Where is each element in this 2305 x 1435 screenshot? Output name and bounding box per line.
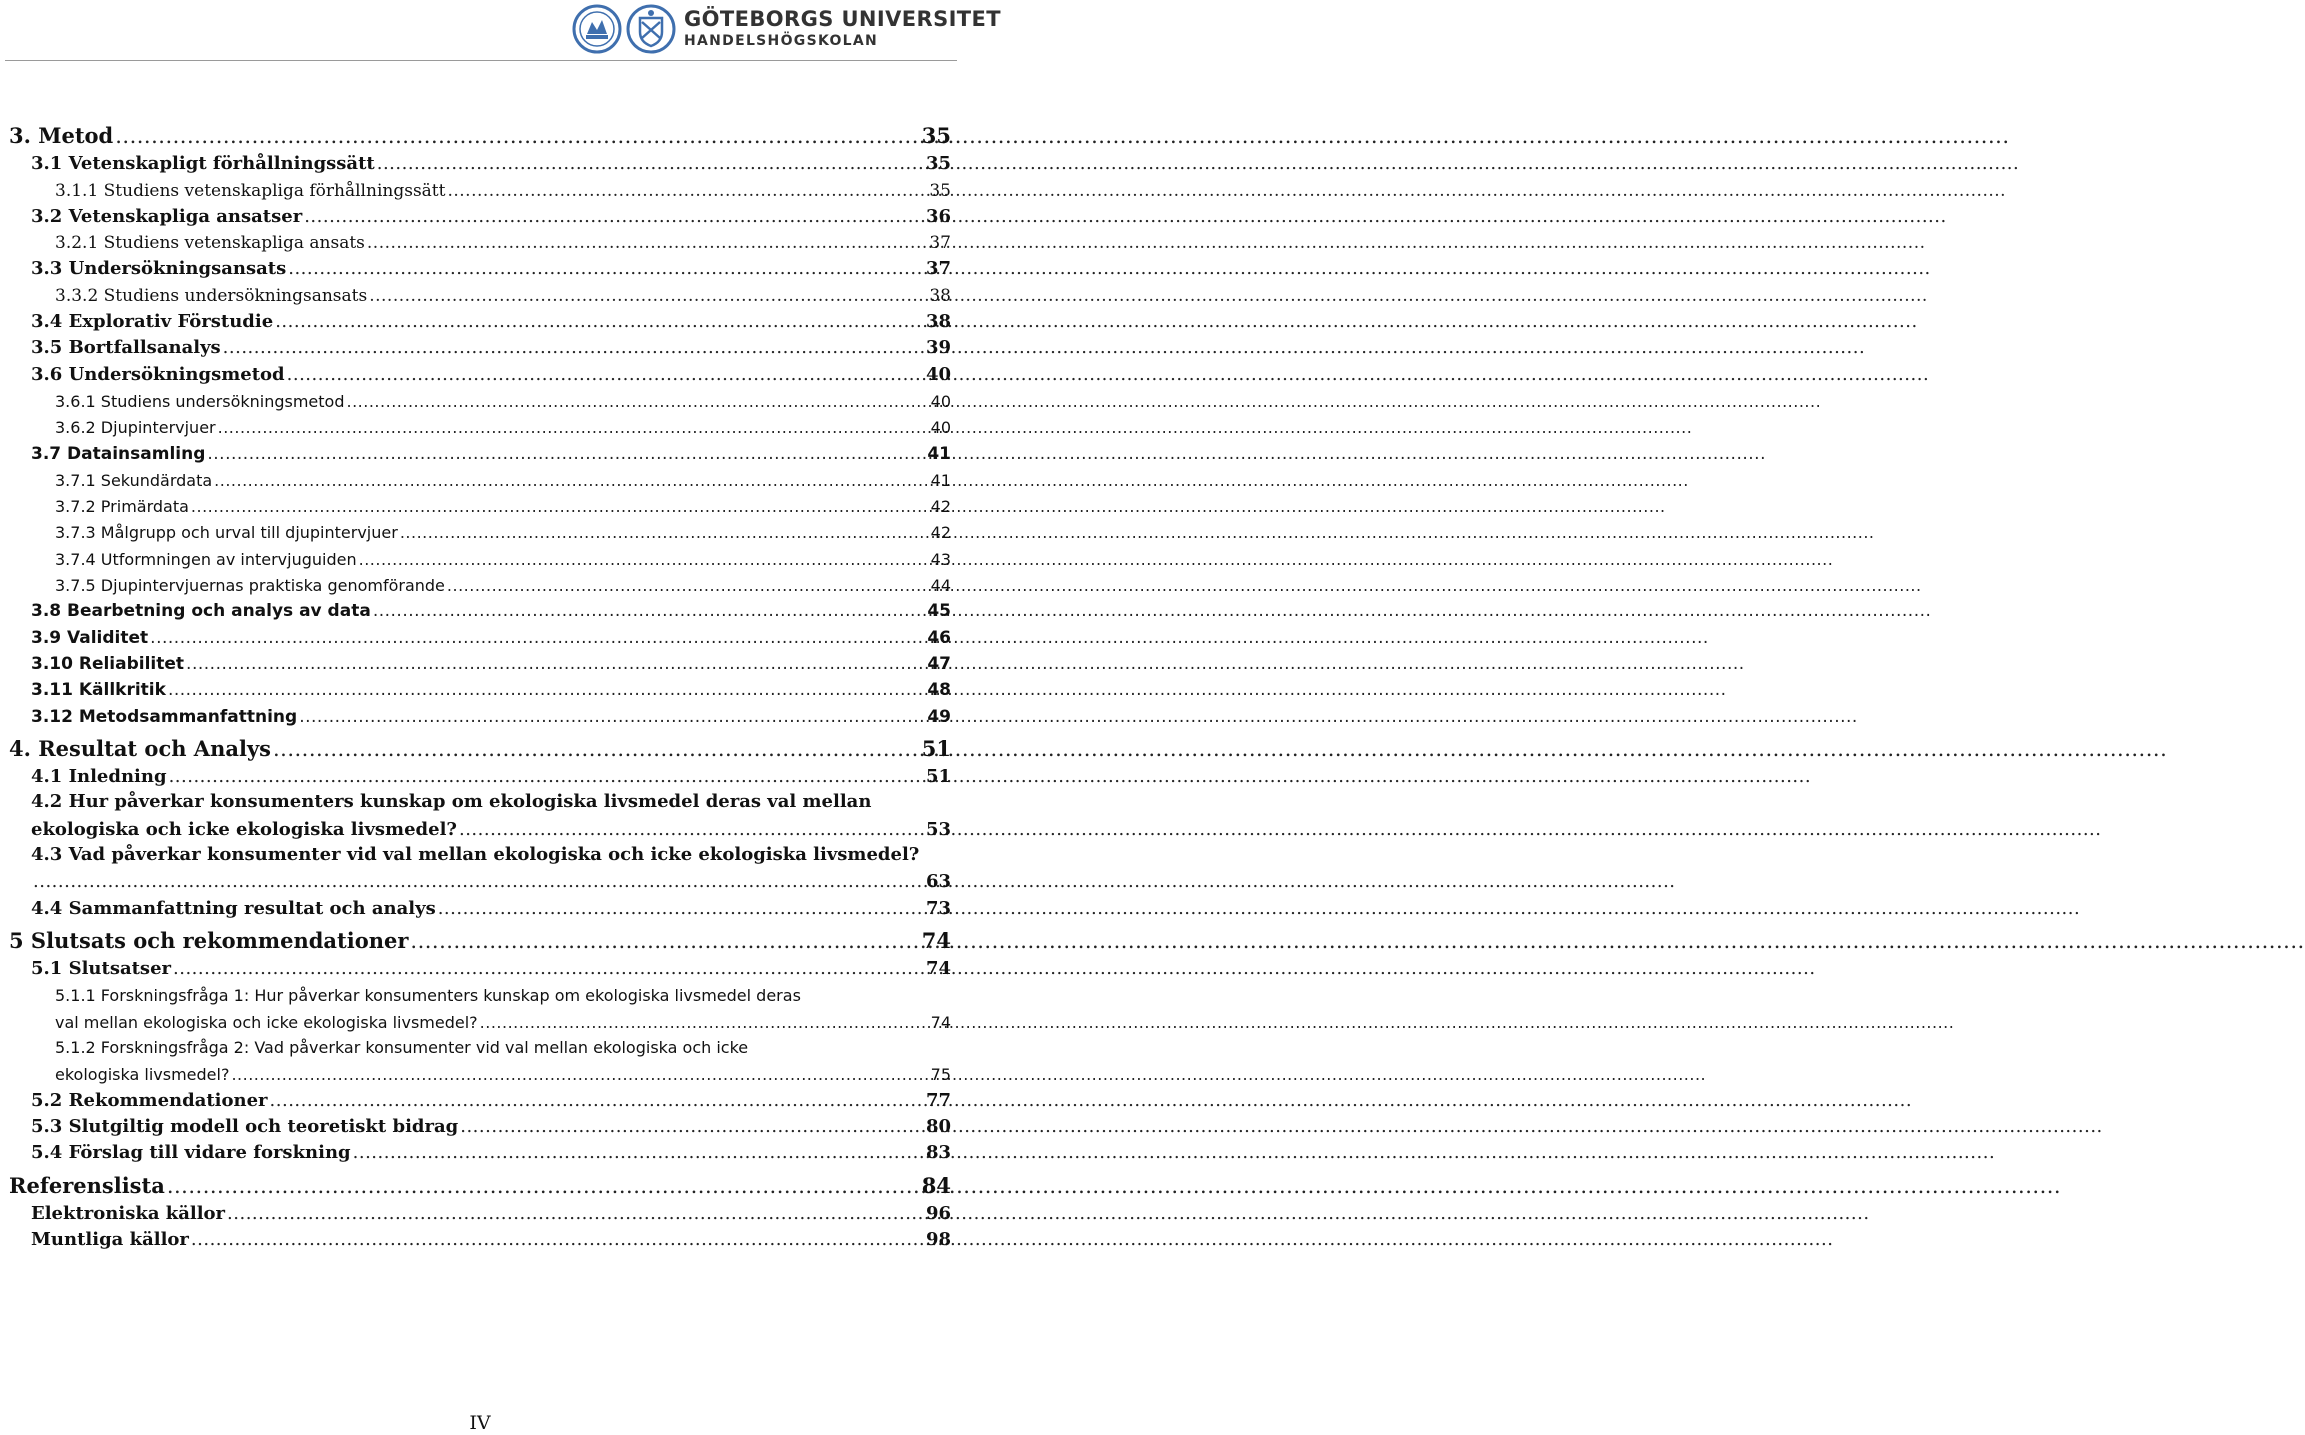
toc-entry-page: 47 — [927, 653, 951, 674]
toc-entry-label: 3.7.5 Djupintervjuernas praktiska genomförande — [55, 576, 445, 596]
toc-entry-page: 96 — [925, 1202, 951, 1224]
toc-entry[interactable] — [0, 676, 960, 702]
toc-leader — [410, 929, 919, 953]
toc-entry-label: 3.2 Vetenskapliga ansatser — [31, 205, 303, 227]
toc-leader — [459, 819, 924, 840]
toc-entry[interactable] — [0, 1113, 960, 1139]
toc-entry-label-line1: 5.1.2 Forskningsfråga 2: Vad påverkar konsumenter vid val mellan ekologiska och icke — [55, 1038, 749, 1058]
toc-entry-label: 3.1.1 Studiens vetenskapliga förhållningssätt — [55, 180, 446, 201]
school-name: HANDELSHÖGSKOLAN — [684, 33, 879, 49]
toc-entry-label: 5.4 Förslag till vidare forskning — [31, 1142, 351, 1164]
toc-leader — [288, 258, 924, 279]
toc-entry-label: Elektroniska källor — [31, 1202, 226, 1224]
toc-entry[interactable] — [0, 176, 960, 202]
toc-entry[interactable] — [0, 492, 960, 518]
toc-entry[interactable] — [0, 281, 960, 307]
toc-entry[interactable] — [0, 868, 960, 894]
toc-leader — [33, 871, 924, 892]
toc-entry[interactable] — [0, 1086, 960, 1112]
toc-entry-label-line1: 4.2 Hur påverkar konsumenters kunskap om ekologiska livsmedel deras val mellan — [31, 791, 872, 813]
toc-entry-page: 41 — [927, 443, 951, 464]
toc-entry-label: 3. Metod — [9, 123, 114, 148]
toc-entry-page: 73 — [925, 897, 951, 919]
toc-entry-page: 38 — [929, 285, 951, 306]
toc-entry[interactable] — [0, 763, 960, 789]
toc-leader — [373, 601, 926, 621]
toc-entry[interactable] — [0, 122, 960, 150]
toc-entry-page: 75 — [930, 1065, 951, 1085]
toc-entry[interactable] — [0, 308, 960, 334]
toc-entry-label: 5 Slutsats och rekommendationer — [9, 927, 409, 953]
toc-entry-page: 42 — [930, 497, 951, 517]
toc-entry-page: 43 — [930, 549, 951, 569]
toc-leader — [347, 392, 929, 411]
toc-leader — [173, 958, 924, 979]
toc-entry-label: 3.10 Reliabilitet — [31, 653, 185, 674]
toc-entry[interactable] — [0, 1060, 960, 1086]
toc-entry[interactable] — [0, 1173, 960, 1199]
toc-entry-page: 38 — [925, 311, 951, 333]
toc-entry[interactable] — [0, 203, 960, 229]
table-of-contents — [0, 122, 960, 1252]
toc-entry[interactable] — [0, 597, 960, 623]
page-number: IV — [469, 1412, 491, 1434]
toc-leader — [359, 550, 929, 569]
page-header — [0, 0, 1002, 60]
toc-entry-page: 39 — [925, 337, 951, 359]
toc-entry-page: 83 — [925, 1142, 951, 1164]
toc-entry[interactable] — [0, 623, 960, 649]
toc-leader — [270, 1090, 924, 1111]
toc-entry-page: 45 — [927, 601, 951, 622]
toc-entry-wrap-line[interactable] — [0, 842, 960, 868]
toc-entry[interactable] — [0, 544, 960, 570]
school-crest-icon — [626, 4, 676, 54]
toc-entry-page: 53 — [925, 818, 951, 840]
toc-entry-label: 3.11 Källkritik — [31, 680, 166, 701]
toc-entry-page: 46 — [927, 627, 951, 648]
toc-leader — [438, 898, 924, 919]
toc-entry-page: 37 — [925, 258, 951, 280]
toc-entry-label: 4.4 Sammanfattning resultat och analys — [31, 897, 436, 919]
toc-entry-label: Referenslista — [9, 1172, 165, 1198]
toc-leader — [186, 654, 925, 674]
toc-entry-label: 4.1 Inledning — [31, 766, 167, 788]
toc-entry-label: 3.6 Undersökningsmetod — [31, 363, 285, 385]
toc-entry-page: 74 — [925, 958, 951, 980]
toc-leader — [168, 680, 925, 700]
toc-leader — [353, 1142, 924, 1163]
toc-entry-label: 3.2.1 Studiens vetenskapliga ansats — [55, 233, 365, 254]
toc-entry-label: 3.7.4 Utformningen av intervjuguiden — [55, 549, 357, 569]
toc-entry-label-line1: 5.1.1 Forskningsfråga 1: Hur påverkar konsumenters kunskap om ekologiska livsmedel deras — [55, 985, 801, 1005]
toc-leader — [273, 737, 920, 761]
toc-entry-page: 48 — [927, 680, 951, 701]
toc-entry[interactable] — [0, 929, 960, 955]
toc-entry-page: 40 — [930, 391, 951, 411]
university-seal-icon — [572, 4, 622, 54]
toc-entry-label: 3.7.2 Primärdata — [55, 497, 189, 517]
toc-leader — [377, 153, 924, 174]
toc-leader — [299, 707, 925, 727]
toc-entry-label: 3.6.2 Djupintervjuer — [55, 418, 216, 438]
toc-entry-label: Muntliga källor — [31, 1229, 189, 1251]
toc-entry[interactable] — [0, 1139, 960, 1165]
toc-leader — [400, 523, 929, 542]
toc-entry-page: 49 — [927, 706, 951, 727]
toc-entry-page: 98 — [925, 1229, 951, 1251]
toc-entry-page: 42 — [930, 523, 951, 543]
toc-leader — [115, 124, 920, 148]
toc-entry[interactable] — [0, 334, 960, 360]
toc-leader — [227, 1203, 924, 1224]
toc-entry-label: 3.12 Metodsammanfattning — [31, 706, 298, 727]
toc-entry[interactable] — [0, 1226, 960, 1252]
toc-leader — [231, 1065, 928, 1084]
toc-entry[interactable] — [0, 360, 960, 386]
toc-entry-page: 51 — [925, 766, 951, 788]
toc-entry-label: 4. Resultat och Analys — [9, 735, 271, 761]
toc-entry-wrap-line[interactable] — [0, 981, 960, 1007]
toc-entry-page: 74 — [921, 927, 951, 953]
toc-entry-page: 37 — [929, 233, 951, 254]
toc-entry[interactable] — [0, 229, 960, 255]
toc-entry-page: 35 — [921, 123, 951, 148]
toc-entry[interactable] — [0, 1200, 960, 1226]
toc-leader — [287, 364, 924, 385]
toc-entry[interactable] — [0, 894, 960, 920]
toc-entry-label: val mellan ekologiska och icke ekologiska livsmedel? — [55, 1012, 478, 1032]
toc-leader — [367, 233, 927, 253]
toc-leader — [223, 337, 924, 358]
toc-entry-page: 74 — [930, 1012, 951, 1032]
toc-entry-page: 80 — [925, 1115, 951, 1137]
toc-leader — [214, 471, 928, 490]
toc-leader — [169, 766, 924, 787]
toc-leader — [207, 444, 925, 464]
toc-entry[interactable] — [0, 571, 960, 597]
toc-leader — [447, 181, 927, 201]
toc-entry-page: 51 — [921, 735, 951, 761]
toc-entry-label: 3.3 Undersökningsansats — [31, 258, 287, 280]
toc-entry-page: 77 — [925, 1089, 951, 1111]
toc-leader — [480, 1013, 929, 1032]
toc-leader — [460, 1116, 924, 1137]
toc-entry[interactable] — [0, 702, 960, 728]
toc-entry-label: 3.7 Datainsamling — [31, 443, 206, 464]
toc-entry-label: ekologiska livsmedel? — [55, 1065, 230, 1085]
toc-entry[interactable] — [0, 955, 960, 981]
toc-entry-label: 3.6.1 Studiens undersökningsmetod — [55, 391, 345, 411]
toc-entry-label: 5.1 Slutsatser — [31, 958, 172, 980]
toc-entry[interactable] — [0, 1008, 960, 1034]
toc-leader — [191, 1229, 924, 1250]
toc-entry-label: 5.3 Slutgiltig modell och teoretiskt bidrag — [31, 1115, 459, 1137]
header-divider — [5, 60, 957, 61]
toc-entry-label: 5.2 Rekommendationer — [31, 1089, 268, 1111]
toc-entry-label: 3.4 Explorativ Förstudie — [31, 311, 274, 333]
toc-entry[interactable] — [0, 466, 960, 492]
toc-entry-page: 41 — [930, 470, 951, 490]
toc-entry-page: 36 — [925, 205, 951, 227]
toc-leader — [191, 497, 929, 516]
toc-entry[interactable] — [0, 150, 960, 176]
toc-leader — [304, 206, 924, 227]
toc-entry-page: 35 — [925, 153, 951, 175]
toc-entry[interactable] — [0, 518, 960, 544]
toc-entry[interactable] — [0, 737, 960, 763]
toc-entry-page: 63 — [925, 871, 951, 893]
toc-entry-label-line1: 4.3 Vad påverkar konsumenter vid val mellan ekologiska och icke ekologiska livsmedel? — [31, 844, 920, 866]
toc-entry-label: 3.7.3 Målgrupp och urval till djupintervjuer — [55, 523, 398, 543]
toc-entry-label: ekologiska och icke ekologiska livsmedel? — [31, 818, 457, 840]
toc-entry-page: 40 — [925, 363, 951, 385]
toc-entry-page: 84 — [921, 1172, 951, 1198]
toc-entry-wrap-line[interactable] — [0, 789, 960, 815]
toc-entry-wrap-line[interactable] — [0, 1034, 960, 1060]
toc-entry-page: 44 — [930, 576, 951, 596]
toc-entry[interactable] — [0, 413, 960, 439]
toc-entry[interactable] — [0, 439, 960, 465]
toc-entry-label: 3.9 Validitet — [31, 627, 149, 648]
toc-leader — [275, 311, 924, 332]
toc-entry-label: 3.3.2 Studiens undersökningsansats — [55, 285, 368, 306]
toc-leader — [167, 1174, 920, 1198]
toc-entry[interactable] — [0, 815, 960, 841]
toc-leader — [369, 286, 927, 306]
university-name: GÖTEBORGS UNIVERSITET — [684, 7, 1002, 31]
toc-leader — [447, 576, 929, 595]
toc-leader — [218, 418, 929, 437]
toc-entry[interactable] — [0, 255, 960, 281]
toc-entry[interactable] — [0, 387, 960, 413]
toc-leader — [150, 628, 925, 648]
toc-entry[interactable] — [0, 650, 960, 676]
toc-entry-label: 3.5 Bortfallsanalys — [31, 337, 221, 359]
toc-entry-label: 3.8 Bearbetning och analys av data — [31, 601, 371, 622]
toc-entry-label: 3.1 Vetenskapligt förhållningssätt — [31, 153, 375, 175]
toc-entry-page: 40 — [930, 418, 951, 438]
toc-entry-page: 35 — [929, 180, 951, 201]
toc-entry-label: 3.7.1 Sekundärdata — [55, 470, 213, 490]
